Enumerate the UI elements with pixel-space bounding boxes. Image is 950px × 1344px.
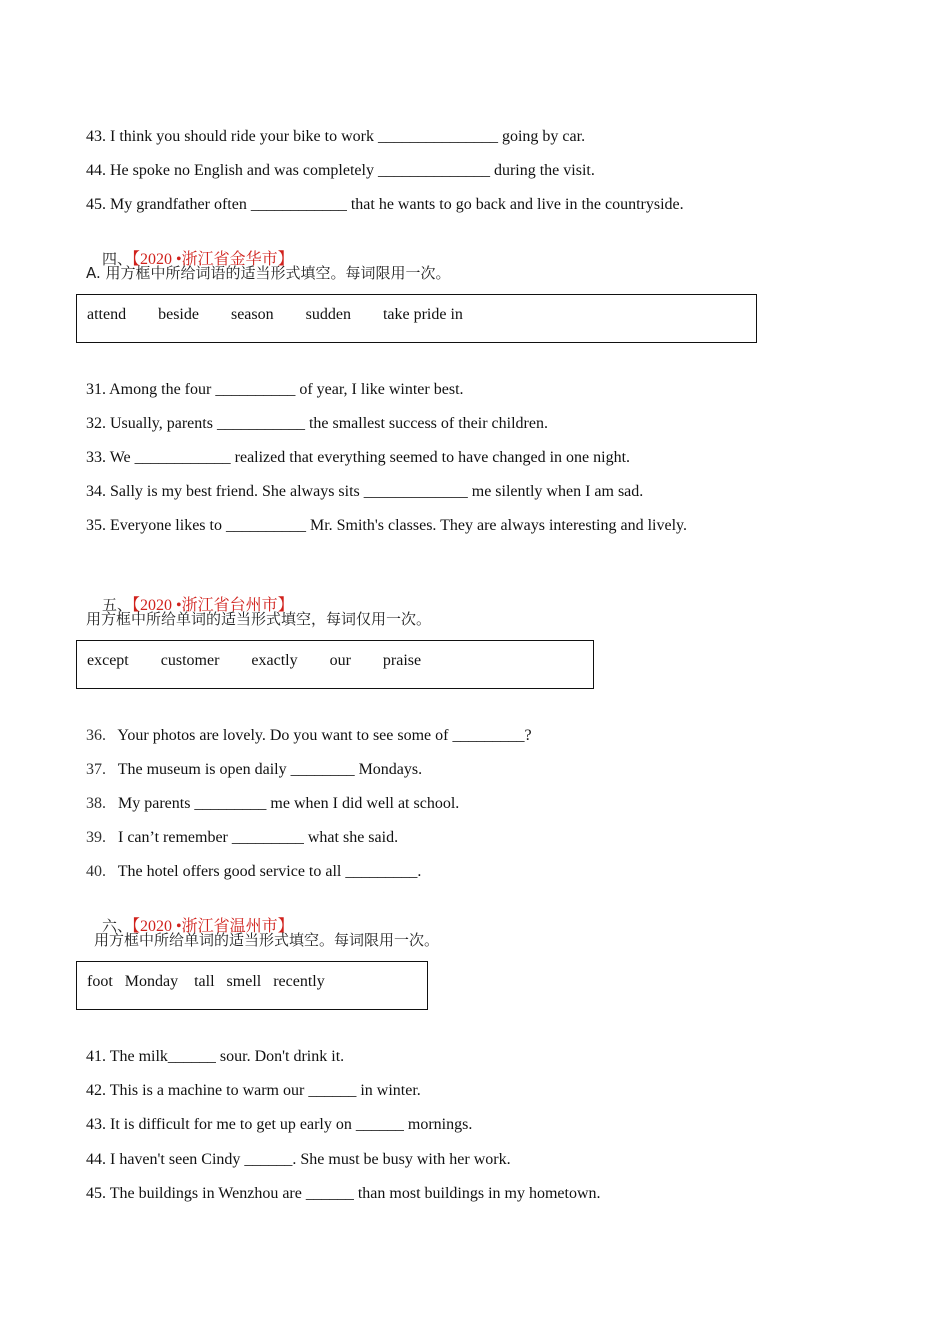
question-number: 39. xyxy=(86,829,106,846)
question-44: 44. He spoke no English and was completely ______________ during the visit. xyxy=(86,162,595,179)
question-36 xyxy=(86,726,532,746)
section-6-word-box xyxy=(76,961,428,1010)
question-39 xyxy=(86,828,398,848)
section-4-word-list: attend beside season sudden take pride in xyxy=(87,306,463,323)
question-number: 37. xyxy=(86,761,106,778)
section-5-instruction: 用方框中所给单词的适当形式填空，每词仅用一次。 xyxy=(86,610,432,628)
question-text: The hotel offers good service to all _________. xyxy=(117,863,422,880)
section-4-prefix: 四、 xyxy=(102,250,133,268)
question-text: The museum is open daily ________ Mondays. xyxy=(117,761,423,778)
section-5-prefix: 五、 xyxy=(102,596,133,614)
question-45b: 45. The buildings in Wenzhou are ______ than most buildings in my hometown. xyxy=(86,1185,601,1202)
section-5-word-list: except customer exactly our praise xyxy=(87,652,422,669)
question-40 xyxy=(86,862,421,882)
question-42: 42. This is a machine to warm our ______ in winter. xyxy=(86,1082,421,1099)
section-4-word-box xyxy=(76,294,757,343)
section-5-word-box xyxy=(76,640,594,689)
question-number: 38. xyxy=(86,795,106,812)
question-33: 33. We ____________ realized that everything seemed to have changed in one night. xyxy=(86,449,631,466)
question-43: 43. I think you should ride your bike to work _______________ going by car. xyxy=(86,128,586,145)
question-37 xyxy=(86,760,422,780)
question-text: My parents _________ me when I did well at school. xyxy=(118,795,460,812)
question-32: 32. Usually, parents ___________ the smallest success of their children. xyxy=(86,415,548,432)
question-text: Your photos are lovely. Do you want to see some of _________? xyxy=(117,727,532,744)
section-5-source: 【2020 •浙江省台州市】 xyxy=(132,597,294,614)
question-number: 36. xyxy=(86,727,106,744)
section-6-instruction: 用方框中所给单词的适当形式填空。每词限用一次。 xyxy=(94,931,440,949)
question-38 xyxy=(86,794,459,814)
question-34: 34. Sally is my best friend. She always sits _____________ me silently when I am sad. xyxy=(86,483,644,500)
question-45: 45. My grandfather often ____________ that he wants to go back and live in the countryside. xyxy=(86,196,684,213)
section-4-instruction: A. 用方框中所给词语的适当形式填空。每词限用一次。 xyxy=(86,264,451,282)
question-text: I can’t remember _________ what she said. xyxy=(118,829,399,846)
section-6-prefix: 六、 xyxy=(102,917,133,935)
section-4-source: 【2020 •浙江省金华市】 xyxy=(132,251,294,268)
question-35: 35. Everyone likes to __________ Mr. Smith's classes. They are always interesting and lively. xyxy=(86,517,687,534)
question-41: 41. The milk______ sour. Don't drink it. xyxy=(86,1048,345,1065)
section-6-word-list: foot Monday tall smell recently xyxy=(87,973,325,990)
question-number: 40. xyxy=(86,863,106,880)
question-31: 31. Among the four __________ of year, I like winter best. xyxy=(86,381,464,398)
question-43b: 43. It is difficult for me to get up early on ______ mornings. xyxy=(86,1116,473,1133)
question-44b: 44. I haven't seen Cindy ______. She must be busy with her work. xyxy=(86,1151,511,1168)
section-6-source: 【2020 •浙江省温州市】 xyxy=(132,918,294,935)
